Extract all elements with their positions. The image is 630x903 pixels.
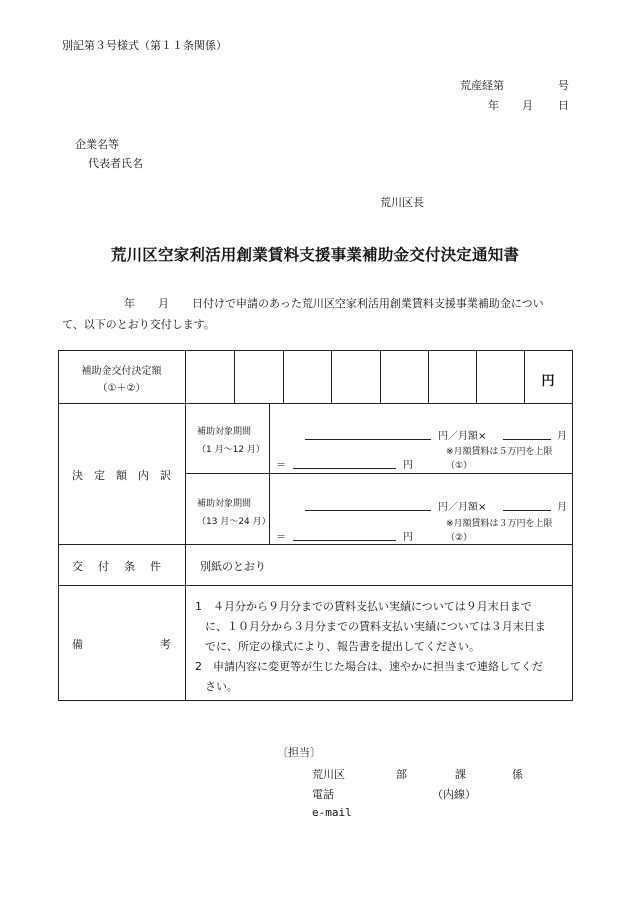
contact-extension: （内線） — [432, 788, 476, 801]
form-number: 別記第３号様式（第１１条関係） — [62, 39, 227, 52]
document-number-prefix: 荒産経第 — [460, 79, 504, 92]
period1-equals: ＝ — [276, 460, 286, 471]
period2-months: 月 — [557, 502, 567, 513]
date-month: 月 — [522, 99, 533, 112]
date-day: 日 — [558, 99, 569, 112]
page-title: 荒川区空家利活用創業賃料支援事業補助金交付決定通知書 — [110, 246, 520, 264]
remarks-line-2: に、１０月分から３月分までの賃料支払い実績については３月末日ま — [205, 620, 546, 633]
document-number-suffix: 号 — [558, 79, 569, 92]
contact-phone: 電話 — [312, 788, 334, 801]
period1-range: （1 月～12 月） — [197, 445, 265, 455]
issuer: 荒川区長 — [380, 196, 424, 209]
intro-year: 年 — [124, 297, 135, 310]
period2-yen: 円 — [403, 532, 413, 543]
conditions-label: 交付条件 — [72, 560, 176, 573]
period2-note: ※月額賃料は３万円を上限 — [446, 519, 553, 529]
contact-ward: 荒川区 — [312, 768, 345, 781]
contact-email: e-mail — [312, 806, 352, 819]
recipient-representative: 代表者氏名 — [88, 157, 143, 170]
intro-month: 月 — [158, 297, 169, 310]
amount-yen-unit: 円 — [541, 374, 555, 389]
period1-circle: （①） — [446, 461, 473, 471]
intro-line-1: 日付けで申請のあった荒川区空家利活用創業賃料支援事業補助金につい — [192, 297, 544, 310]
period2-circle: （②） — [446, 533, 473, 543]
period2-per-month: 円／月額× — [438, 502, 487, 513]
period1-per-month: 円／月額× — [438, 431, 487, 442]
contact-dept: 部 — [396, 768, 407, 781]
amount-formula: （①＋②） — [97, 383, 146, 394]
contact-section: 課 — [455, 768, 466, 781]
intro-line-2: て、以下のとおり交付します。 — [62, 318, 215, 331]
remarks-line-5: さい。 — [205, 680, 238, 693]
period1-yen: 円 — [403, 460, 413, 471]
period2-equals: ＝ — [276, 532, 286, 543]
amount-label: 補助金交付決定額 — [81, 366, 162, 377]
remarks-line-3: でに、所定の様式により、報告書を提出してください。 — [205, 640, 480, 653]
remarks-line-1: 1 ４月分から９月分までの賃料支払い実績については９月末日まで — [195, 600, 532, 613]
period2-range: （13 月～24 月） — [197, 517, 271, 527]
recipient-company: 企業名等 — [75, 138, 119, 151]
period1-label: 補助対象期間 — [197, 427, 252, 437]
date-year: 年 — [488, 99, 499, 112]
remarks-label-1: 備 — [72, 638, 83, 651]
period1-note: ※月額賃料は５万円を上限 — [446, 447, 553, 457]
remarks-label-2: 考 — [160, 638, 171, 651]
period2-label: 補助対象期間 — [197, 499, 252, 509]
remarks-line-4: 2 申請内容に変更等が生じた場合は、速やかに担当まで連絡してくだ — [195, 660, 543, 673]
conditions-value: 別紙のとおり — [200, 560, 266, 573]
contact-unit: 係 — [512, 768, 523, 781]
period1-months: 月 — [557, 431, 567, 442]
contact-heading: 〔担当〕 — [277, 746, 321, 759]
breakdown-label: 決定額内訳 — [72, 469, 182, 482]
